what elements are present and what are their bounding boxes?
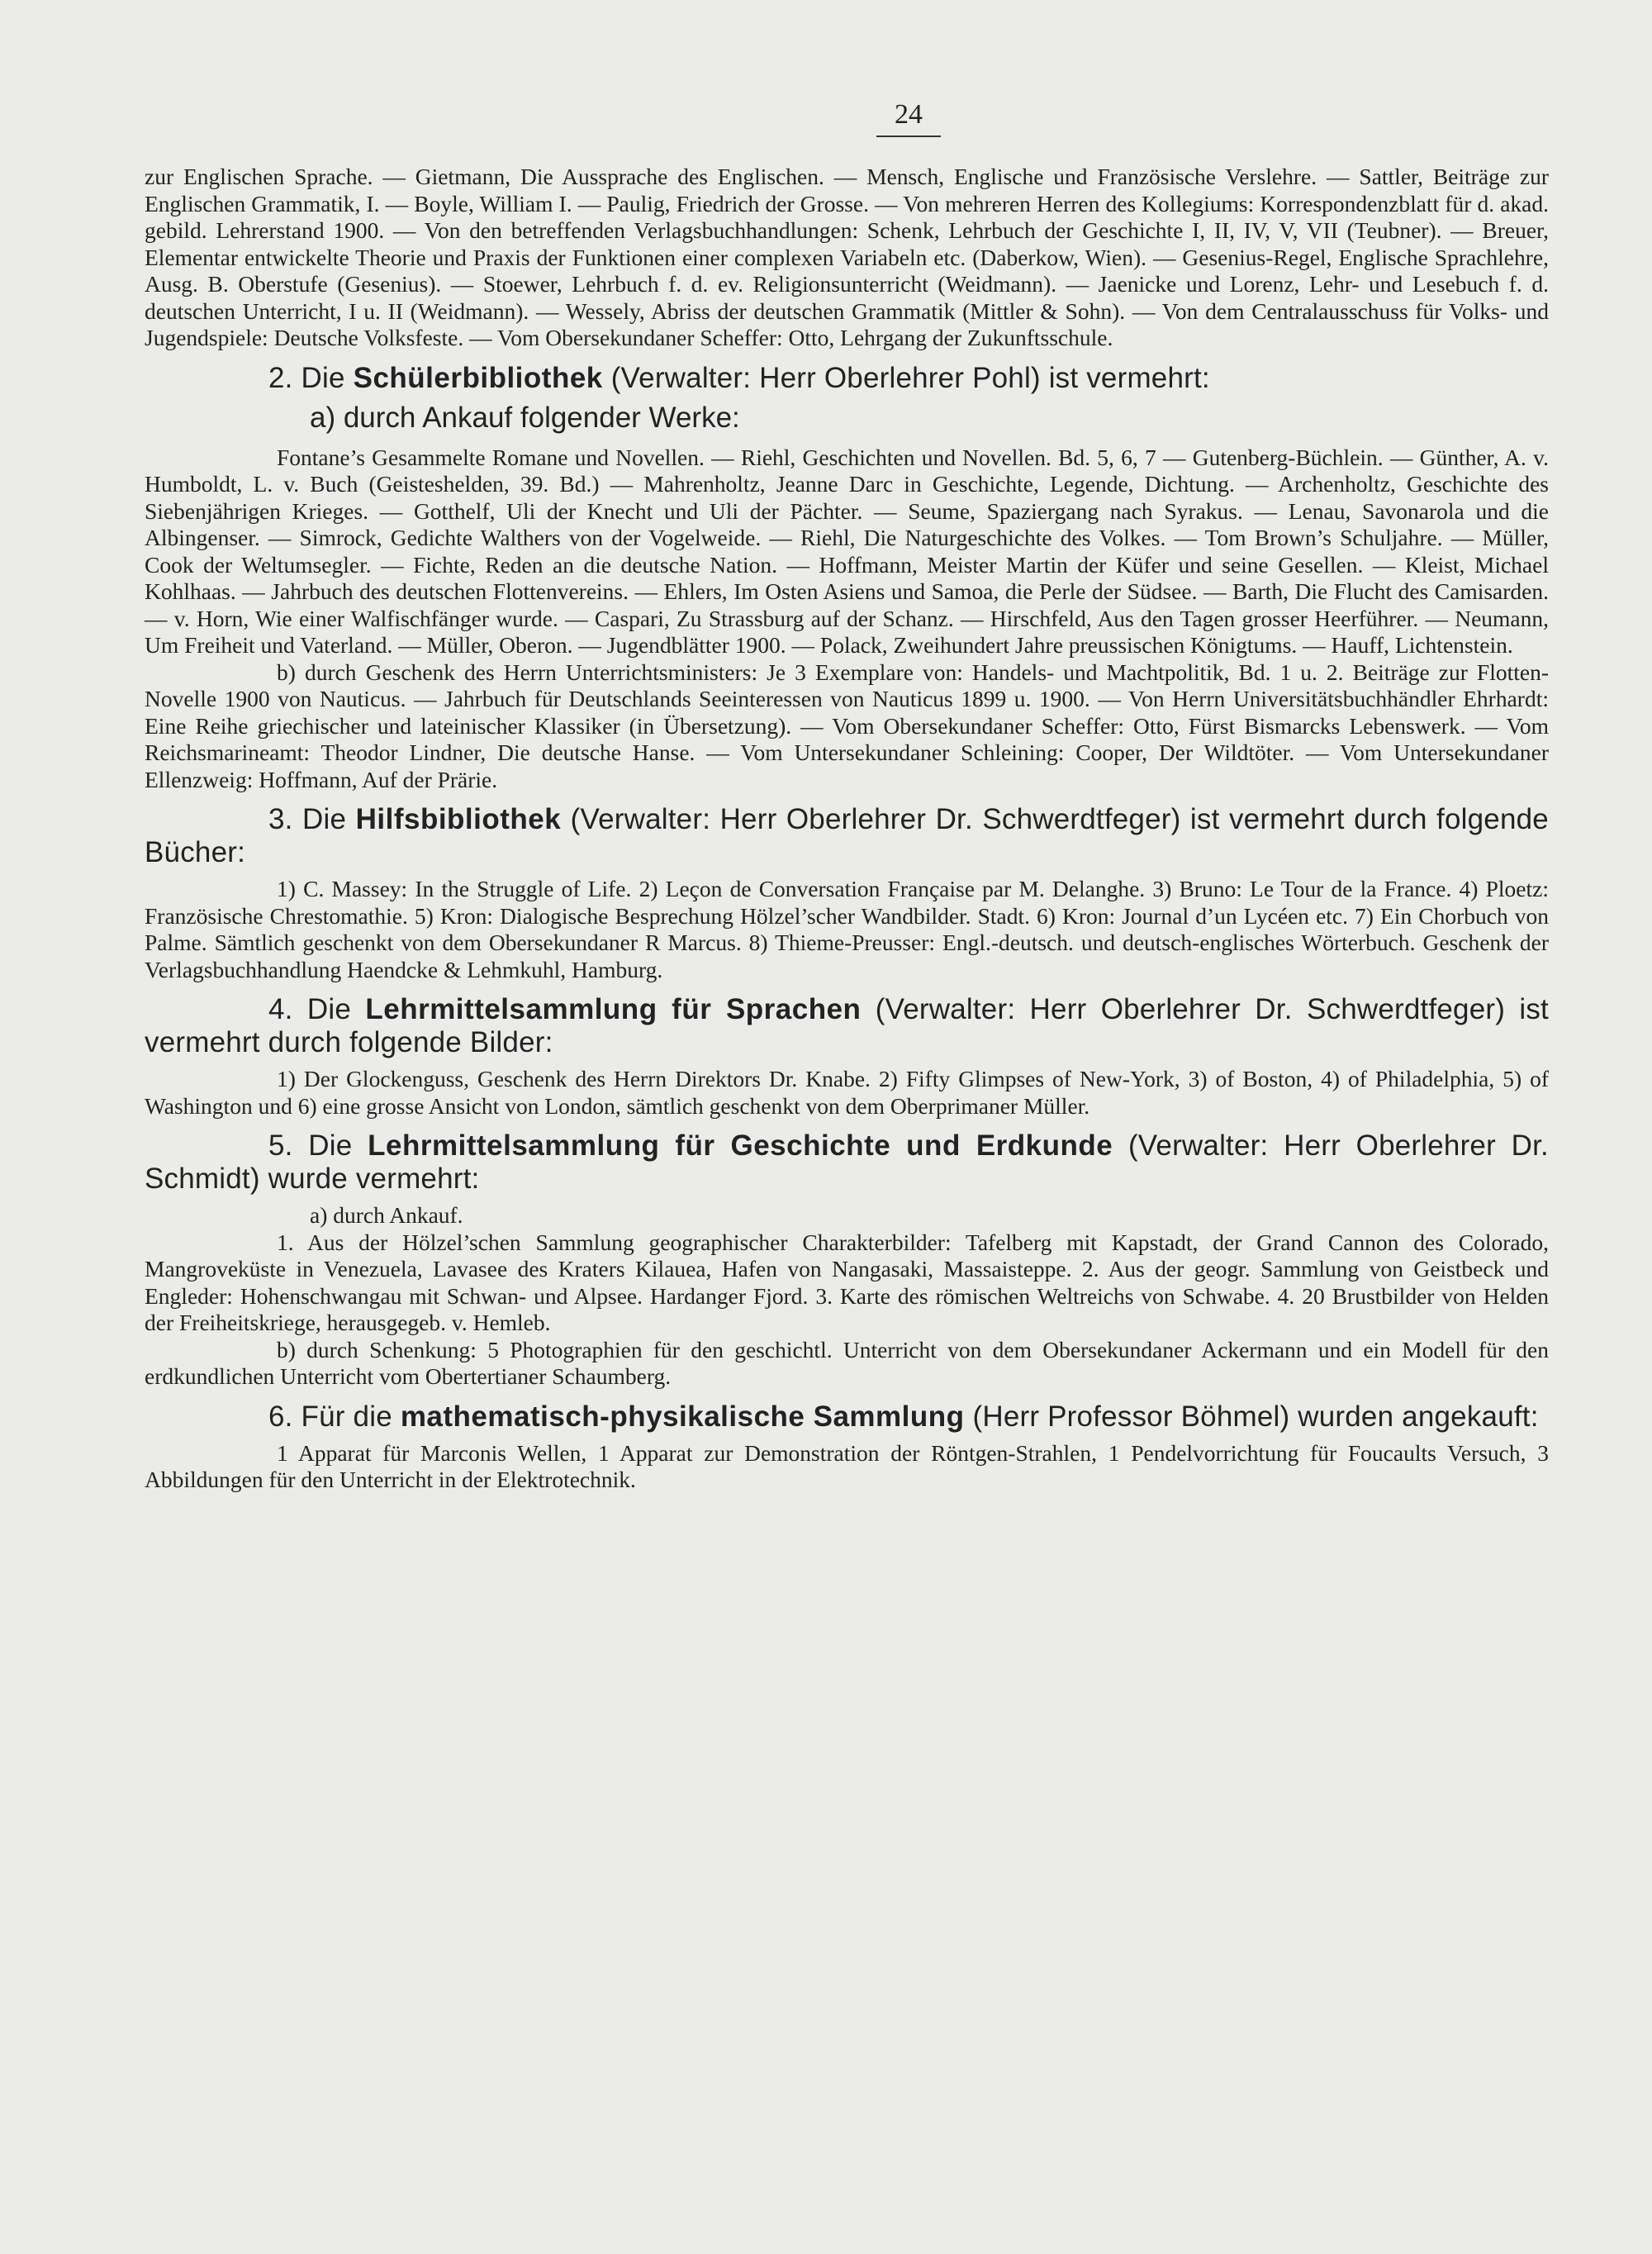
section-4-heading (145, 993, 1549, 1059)
section-2-number: 2. (268, 361, 293, 394)
section-3-pre: Die (302, 803, 347, 835)
section-6-title: mathematisch-physikalische Sammlung (400, 1400, 965, 1433)
section-4-text: 1) Der Glockenguss, Geschenk des Herrn Direktors Dr. Knabe. 2) Fifty Glimpses of New-York, 3) of Boston, 4) of Philadelphia, 5) of Washington und 6) eine grosse Ansicht von London, sämtlich geschenkt von dem Oberprimaner Müller. (145, 1066, 1549, 1119)
section-4-number: 4. (268, 993, 293, 1025)
section-5-pre: Die (308, 1129, 353, 1162)
section-2-text-a: Fontane’s Gesammelte Romane und Novellen. — Riehl, Geschichten und Novellen. Bd. 5, 6, 7 — Gutenberg-Büchlein. — Günther, A. v. Humboldt, L. v. Buch (Geisteshelden, 39. Bd.) — Mahrenholtz, Jeanne Darc in Geschichte, Legende, Dichtung. — Archenholtz, Geschichte des Siebenjährigen Krieges. — Gotthelf, Uli der Knecht und Uli der Pächter. — Seume, Spaziergang nach Syrakus. — Lenau, Savonarola und die Albingenser. — Simrock, Gedichte Walthers von der Vogelweide. — Riehl, Die Naturgeschichte des Volkes. — Tom Brown’s Schuljahre. — Müller, Cook der Weltumsegler. — Fichte, Reden an die deutsche Nation. — Hoffmann, Meister Martin der Küfer und seine Gesellen. — Kleist, Michael Kohlhaas. — Jahrbuch des deutschen Flottenvereins. — Ehlers, Im Osten Asiens und Samoa, die Perle der Südsee. — Barth, Die Flucht des Camisarden. — v. Horn, Wie einer Walfischfänger wurde. — Caspari, Zu Strassburg auf der Schanz. — Hirschfeld, Aus den Tagen grosser Heerführer. — Neumann, Um Freiheit und Vaterland. — Müller, Oberon. — Jugendblätter 1900. — Polack, Zweihundert Jahre preussischen Königtums. — Hauff, Lichtenstein. (145, 444, 1549, 658)
section-5-text-a: 1. Aus der Hölzel’schen Sammlung geographischer Charakterbilder: Tafelberg mit Kapstadt, der Grand Cannon des Colorado, Mangroveküste in Venezuela, Lavasee des Kraters Kilauea, Hafen von Nangasaki, Massaisteppe. 2. Aus der geogr. Sammlung von Geistbeck und Engleder: Hohenschwangau mit Schwan- und Alpsee. Hardanger Fjord. 3. Karte des römischen Weltreichs von Schwabe. 4. 20 Brustbilder von Helden der Freiheitskriege, herausgegeb. v. Hemleb. (145, 1229, 1549, 1335)
section-5-number: 5. (268, 1129, 293, 1162)
section-6-heading (145, 1400, 1549, 1434)
section-3-title: Hilfsbibliothek (355, 803, 562, 835)
section-2-sub-a: a) durch Ankauf folgender Werke: (310, 401, 740, 434)
section-5-title: Lehrmittelsammlung für Geschichte und Erdkunde (368, 1129, 1113, 1162)
section-3-number: 3. (268, 803, 293, 835)
section-2-admin: (Verwalter: Herr Oberlehrer Pohl) ist vermehrt: (610, 361, 1210, 394)
section-2-text-b: b) durch Geschenk des Herrn Unterrichtsministers: Je 3 Exemplare von: Handels- und Machtpolitik, Bd. 1 u. 2. Beiträge zur Flotten-Novelle 1900 von Nauticus. — Jahrbuch für Deutschlands Seeinteressen von Nauticus 1899 u. 1900. — Von Herrn Universitätsbuchhändler Ehrhardt: Eine Reihe griechischer und lateinischer Klassiker (in Übersetzung). — Vom Obersekundaner Scheffer: Otto, Fürst Bismarcks Lebenswerk. — Vom Reichsmarineamt: Theodor Lindner, Die deutsche Hanse. — Vom Untersekundaner Schleining: Cooper, Der Wildtöter. — Vom Untersekundaner Ellenzweig: Hoffmann, Auf der Prärie. (145, 659, 1549, 792)
section-2-heading (145, 362, 1549, 395)
page-number: 24 (876, 99, 941, 137)
intro-paragraph: zur Englischen Sprache. — Gietmann, Die Aussprache des Englischen. — Mensch, Englische und Französische Verslehre. — Sattler, Beiträge zur Englischen Grammatik, I. — Boyle, William I. — Paulig, Friedrich der Grosse. — Von mehreren Herren des Kollegiums: Korrespondenzblatt für d. akad. gebild. Lehrerstand 1900. — Von den betreffenden Verlagsbuchhandlungen: Schenk, Lehrbuch der Geschichte I, II, IV, V, VII (Teubner). — Breuer, Elementar entwickelte Theorie und Praxis der Funktionen einer complexen Variabeln etc. (Daberkow, Wien). — Gesenius-Regel, Englische Sprachlehre, Ausg. B. Oberstufe (Gesenius). — Stoewer, Lehrbuch f. d. ev. Religionsunterricht (Weidmann). — Jaenicke und Lorenz, Lehr- und Lesebuch f. d. deutschen Unterricht, I u. II (Weidmann). — Wessely, Abriss der deutschen Grammatik (Mittler & Sohn). — Von dem Centralausschuss für Volks- und Jugendspiele: Deutsche Volksfeste. — Vom Obersekundaner Scheffer: Otto, Lehrgang der Zukunftsschule. (145, 164, 1549, 350)
section-6-number: 6. (268, 1400, 293, 1433)
section-4-pre: Die (306, 993, 352, 1025)
section-5-admin: (Verwalter: Herr Oberlehrer Dr. Schmidt) wurde vermehrt: (145, 1129, 1549, 1195)
section-2-pre: Die (301, 361, 345, 394)
section-3-admin: (Verwalter: Herr Oberlehrer Dr. Schwerdtfeger) ist vermehrt durch folgende Bücher: (145, 803, 1549, 868)
page-number-wrap (268, 99, 1549, 137)
section-5-sub-a: a) durch Ankauf. (310, 1202, 463, 1228)
section-5-text-b: b) durch Schenkung: 5 Photographien für den geschichtl. Unterricht von dem Obersekundaner Ackermann und ein Modell für den erdkundlichen Unterricht vom Obertertianer Schaumberg. (145, 1336, 1549, 1389)
section-3-heading (145, 803, 1549, 869)
section-6-pre: Für die (301, 1400, 392, 1433)
section-6-text: 1 Apparat für Marconis Wellen, 1 Apparat zur Demonstration der Röntgen-Strahlen, 1 Pendelvorrichtung für Foucaults Versuch, 3 Abbildungen für den Unterricht in der Elektrotechnik. (145, 1439, 1549, 1492)
section-6-admin: (Herr Professor Böhmel) wurden angekauft: (972, 1400, 1539, 1433)
section-4-title: Lehrmittelsammlung für Sprachen (365, 993, 862, 1025)
section-5-heading (145, 1129, 1549, 1196)
section-3-text: 1) C. Massey: In the Struggle of Life. 2) Leçon de Conversation Française par M. Delanghe. 3) Bruno: Le Tour de la France. 4) Ploetz: Französische Chrestomathie. 5) Kron: Dialogische Besprechung Hölzel’scher Wandbilder. Stadt. 6) Kron: Journal d’un Lycéen etc. 7) Ein Chorbuch von Palme. Sämtlich geschenkt von dem Obersekundaner R Marcus. 8) Thieme-Preusser: Engl.-deutsch. und deutsch-englisches Wörterbuch. Geschenk der Verlagsbuchhandlung Haendcke & Lehmkuhl, Hamburg. (145, 876, 1549, 982)
section-4-admin: (Verwalter: Herr Oberlehrer Dr. Schwerdtfeger) ist vermehrt durch folgende Bilder: (145, 993, 1549, 1058)
section-2-title: Schülerbibliothek (353, 361, 603, 394)
document-page (145, 99, 1549, 1494)
